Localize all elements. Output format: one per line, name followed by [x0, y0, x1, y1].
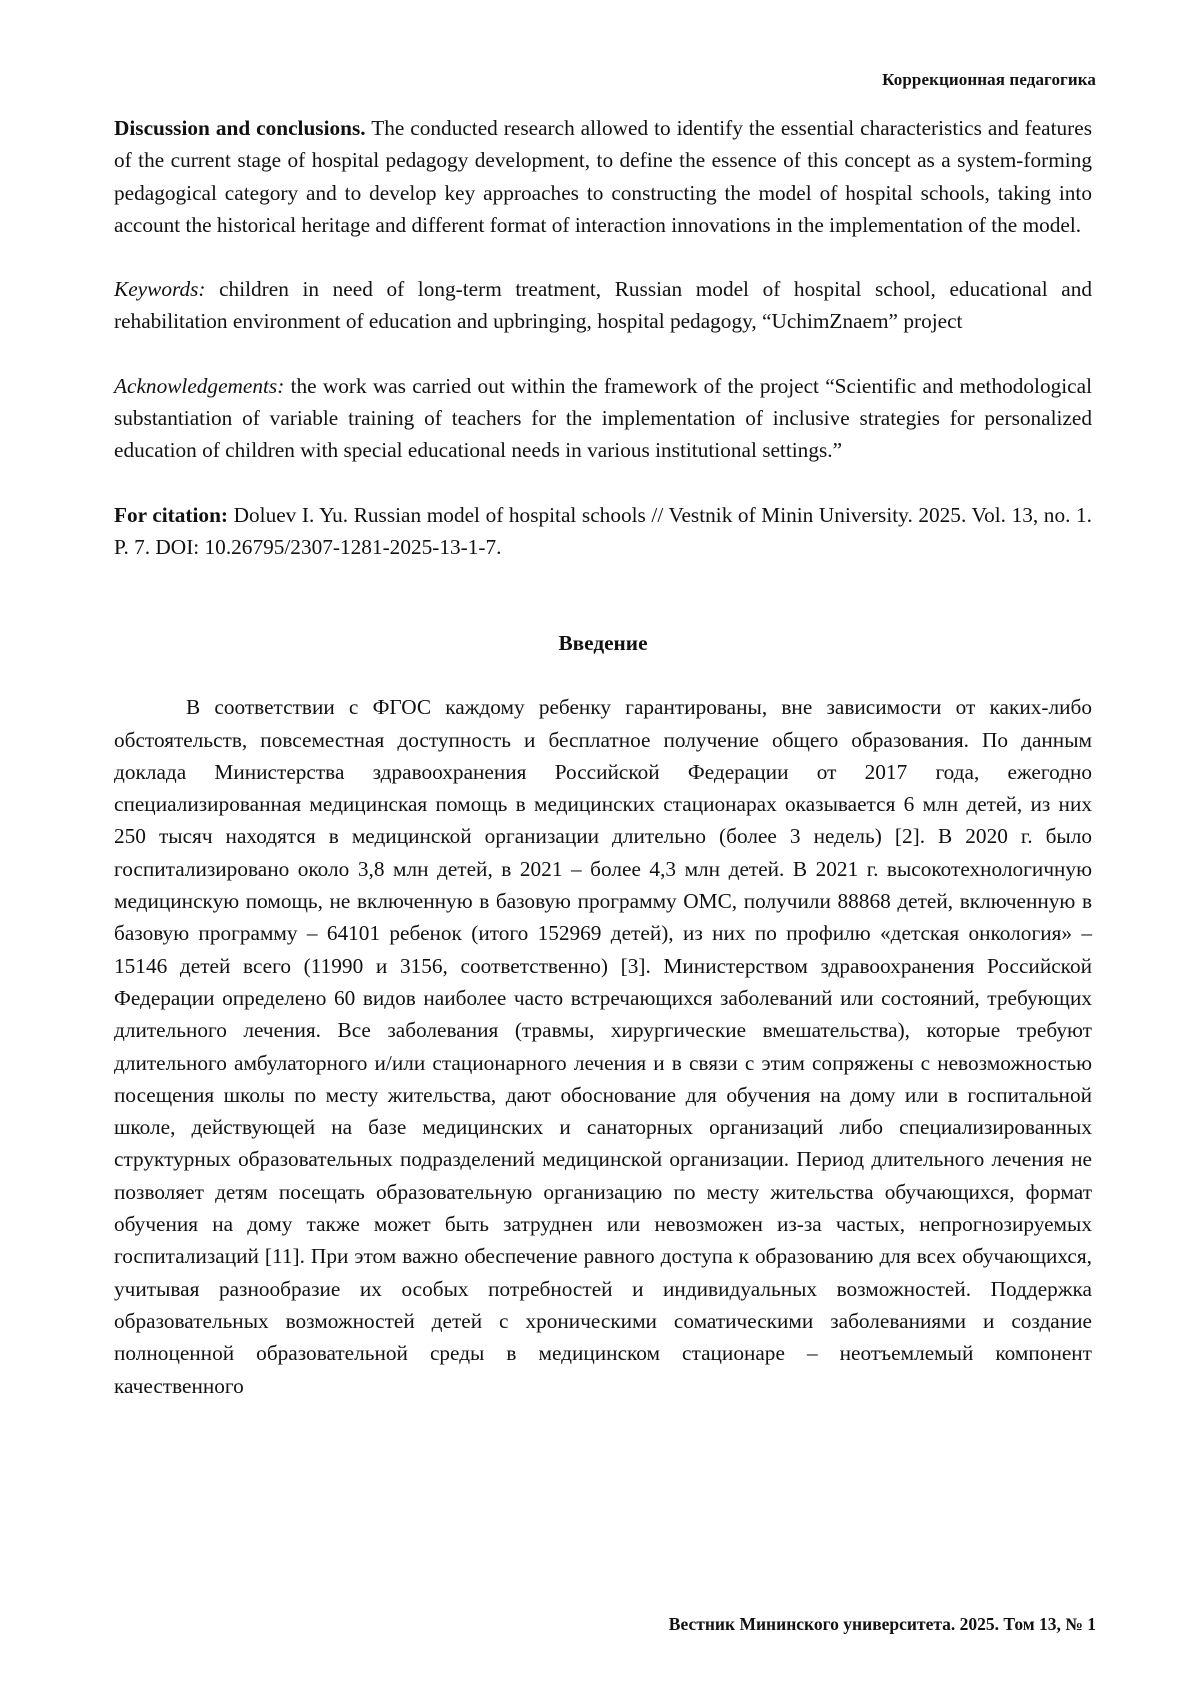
page-content [114, 112, 1092, 1402]
discussion-label: Discussion and conclusions. [114, 116, 366, 140]
section-title-introduction: Введение [558, 631, 648, 656]
keywords-label: Keywords: [114, 277, 206, 302]
acknowledgements-text: the work was carried out within the framework of the project “Scientific and methodological substantiation of variable training of teachers for the implementation of inclusive strategies for personalized education of children with special educational needs in various institutional settings.” [114, 373, 1092, 463]
running-footer: Вестник Мининского университета. 2025. Том 13, № 1 [668, 1614, 1096, 1634]
keywords-text: children in need of long-term treatment, Russian model of hospital school, educational and rehabilitation environment of education and upbringing, hospital pedagogy, “UchimZnaem” project [114, 277, 1092, 334]
running-header: Коррекционная педагогика [882, 70, 1096, 89]
citation-text: Doluev I. Yu. Russian model of hospital schools // Vestnik of Minin University. 2025. Vol. 13, no. 1. P. 7. DOI: 10.26795/2307-1281-2025-13-1-7. [114, 502, 1092, 559]
acknowledgements-label: Acknowledgements: [114, 373, 285, 398]
spacer [114, 595, 1092, 627]
spacer [114, 467, 1092, 499]
citation-paragraph [114, 499, 1092, 564]
acknowledgements-paragraph [114, 370, 1092, 467]
keywords-paragraph [114, 273, 1092, 338]
spacer [114, 338, 1092, 370]
spacer [114, 241, 1092, 273]
spacer [114, 563, 1092, 595]
introduction-paragraph: В соответствии с ФГОС каждому ребенку гарантированы, вне зависимости от каких-либо обстоятельств, повсеместная доступность и бесплатное получение общего образования. По данным доклада Министерства здравоохранения Российской Федерации от 2017 года, ежегодно специализированная медицинская помощь в медицинских стационарах оказывается 6 млн детей, из них 250 тысяч находятся в медицинской организации длительно (более 3 недель) [2]. В 2020 г. было госпитализировано около 3,8 млн детей, в 2021 – более 4,3 млн детей. В 2021 г. высокотехнологичную медицинскую помощь, не включенную в базовую программу ОМС, получили 88868 детей, включенную в базовую программу – 64101 ребенок (итого 152969 детей), из них по профилю «детская онкология» – 15146 детей всего (11990 и 3156, соответственно) [3]. Министерством здравоохранения Российской Федерации определено 60 видов наиболее часто встречающихся заболеваний или состояний, требующих длительного лечения. Все заболевания (травмы, хирургические вмешательства), которые требуют длительного амбулаторного и/или стационарного лечения и в связи с этим сопряжены с невозможностью посещения школы по месту жительства, дают обоснование для обучения на дому или в госпитальной школе, действующей на базе медицинских и санаторных организаций либо специализированных структурных образовательных подразделений медицинской организации. Период длительного лечения не позволяет детям посещать образовательную организацию по месту жительства обучающихся, формат обучения на дому также может быть затруднен или невозможен из-за частых, непрогнозируемых госпитализаций [11]. При этом важно обеспечение равного доступа к образованию для всех обучающихся, учитывая разнообразие их особых потребностей и индивидуальных возможностей. Поддержка образовательных возможностей детей с хроническими соматическими заболеваниями и создание полноценной образовательной среды в медицинском стационаре – неотъемлемый компонент качественного [114, 695, 1092, 1398]
citation-label: For citation: [114, 502, 229, 527]
discussion-text: The conducted research allowed to identify the essential characteristics and features of the current stage of hospital pedagogy development, to define the essence of this concept as a system-forming pedagogical category and to develop key approaches to constructing the model of hospital schools, taking into account the historical heritage and different format of interaction innovations in the implementation of the model. [114, 116, 1092, 237]
spacer [114, 659, 1092, 691]
discussion-paragraph [114, 112, 1092, 241]
